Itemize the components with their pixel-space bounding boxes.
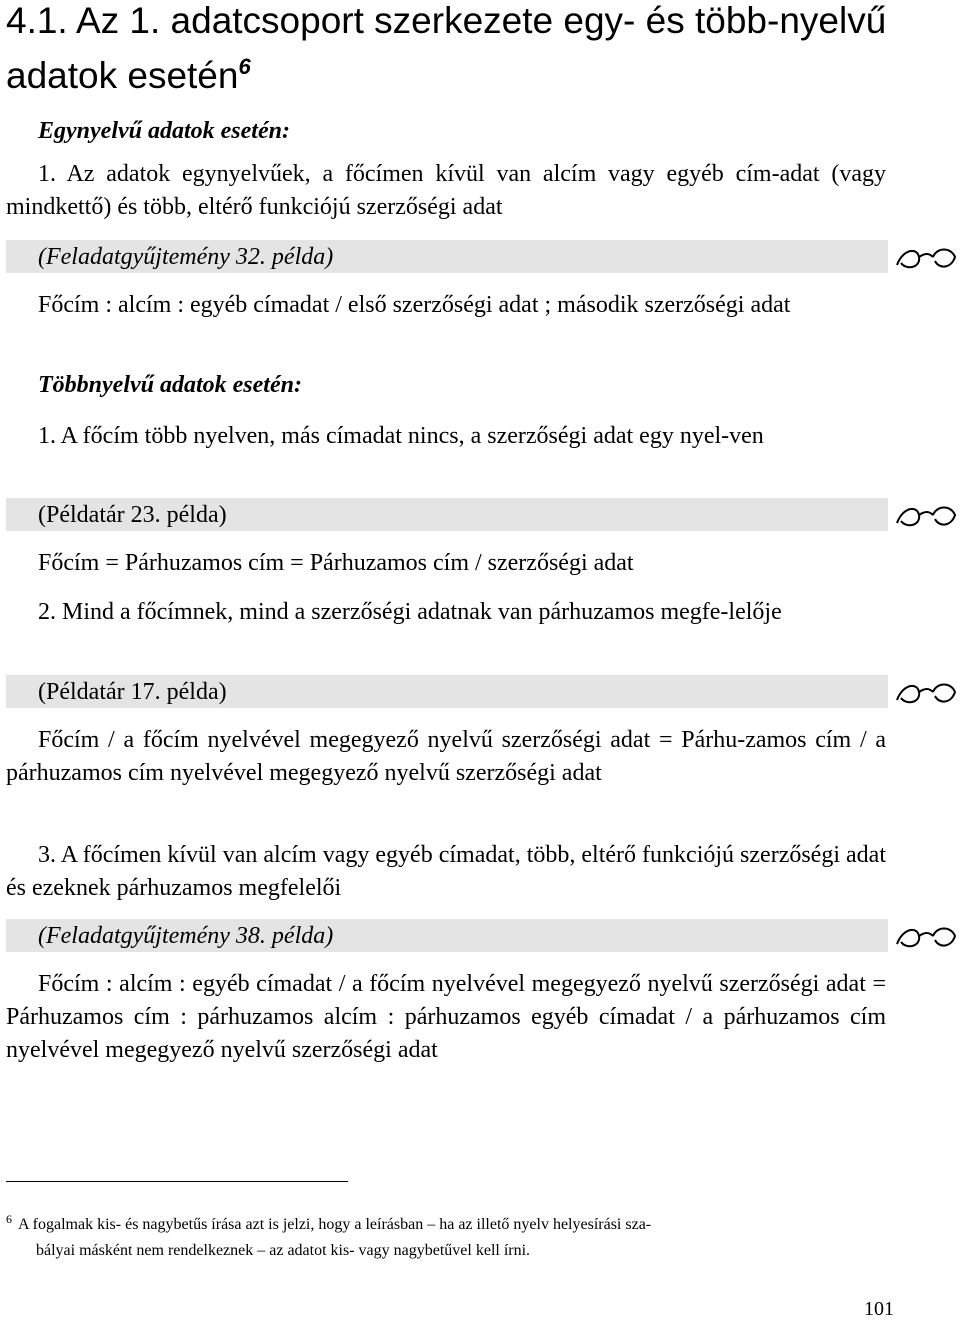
glasses-icon	[893, 678, 959, 708]
glasses-icon	[893, 501, 959, 531]
page-title: 4.1. Az 1. adatcsoport szerkezete egy- és több-nyelvű adatok esetén$^6$	[6, 0, 887, 96]
section-title-monolingual: Egynyelvű adatok esetén:	[38, 118, 290, 144]
footnote-separator	[6, 1181, 348, 1182]
structure-formula: Főcím : alcím : egyéb címadat / első szerzőségi adat ; második szerzőségi adat	[38, 292, 791, 318]
example-reference-band: (Példatár 23. példa)	[6, 498, 888, 531]
structure-formula: Főcím / a főcím nyelvével megegyező nyelvű szerzőségi adat = Párhu-zamos cím / a párhuzamos cím nyelvével megegyező nyelvű szerzőségi adat	[6, 727, 886, 786]
glasses-icon	[893, 243, 959, 273]
structure-formula: Főcím = Párhuzamos cím = Párhuzamos cím / szerzőségi adat	[38, 550, 634, 576]
example-reference-band: (Feladatgyűjtemény 38. példa)	[6, 919, 888, 952]
footnote: $^6$ A fogalmak kis- és nagybetűs írása azt is jelzi, hogy a leírásban – ha az illető nyelv helyesírási sza- bályai másként nem rendelkeznek – az adatot kis- vagy nagybetűvel kell írni.	[6, 1212, 652, 1259]
example-reference-band: (Példatár 17. példa)	[6, 675, 888, 708]
section-title-multilingual: Többnyelvű adatok esetén:	[38, 372, 302, 398]
example-reference-band: (Feladatgyűjtemény 32. példa)	[6, 240, 888, 273]
structure-formula: Főcím : alcím : egyéb címadat / a főcím nyelvével megegyező nyelvű szerzőségi adat = Párhuzamos cím : párhuzamos alcím : párhuzamos egyéb címadat / a párhuzamos cím nyelvével megegyező nyelvű szerzőségi adat	[6, 971, 886, 1063]
item-text: 1. A főcím több nyelven, más címadat nincs, a szerzőségi adat egy nyel-ven	[38, 423, 764, 449]
page-number: 101	[864, 1298, 894, 1320]
item-text: 3. A főcímen kívül van alcím vagy egyéb címadat, több, eltérő funkciójú szerzőségi adat és ezeknek párhuzamos megfelelői	[6, 842, 886, 901]
item-text: 2. Mind a főcímnek, mind a szerzőségi adatnak van párhuzamos megfe-lelője	[38, 599, 782, 625]
footnote-mark: 6	[238, 54, 251, 79]
item-text: 1. Az adatok egynyelvűek, a főcímen kívül van alcím vagy egyéb cím-adat (vagy mindkettő) és több, eltérő funkciójú szerzőségi adat	[6, 161, 886, 220]
glasses-icon	[893, 922, 959, 952]
